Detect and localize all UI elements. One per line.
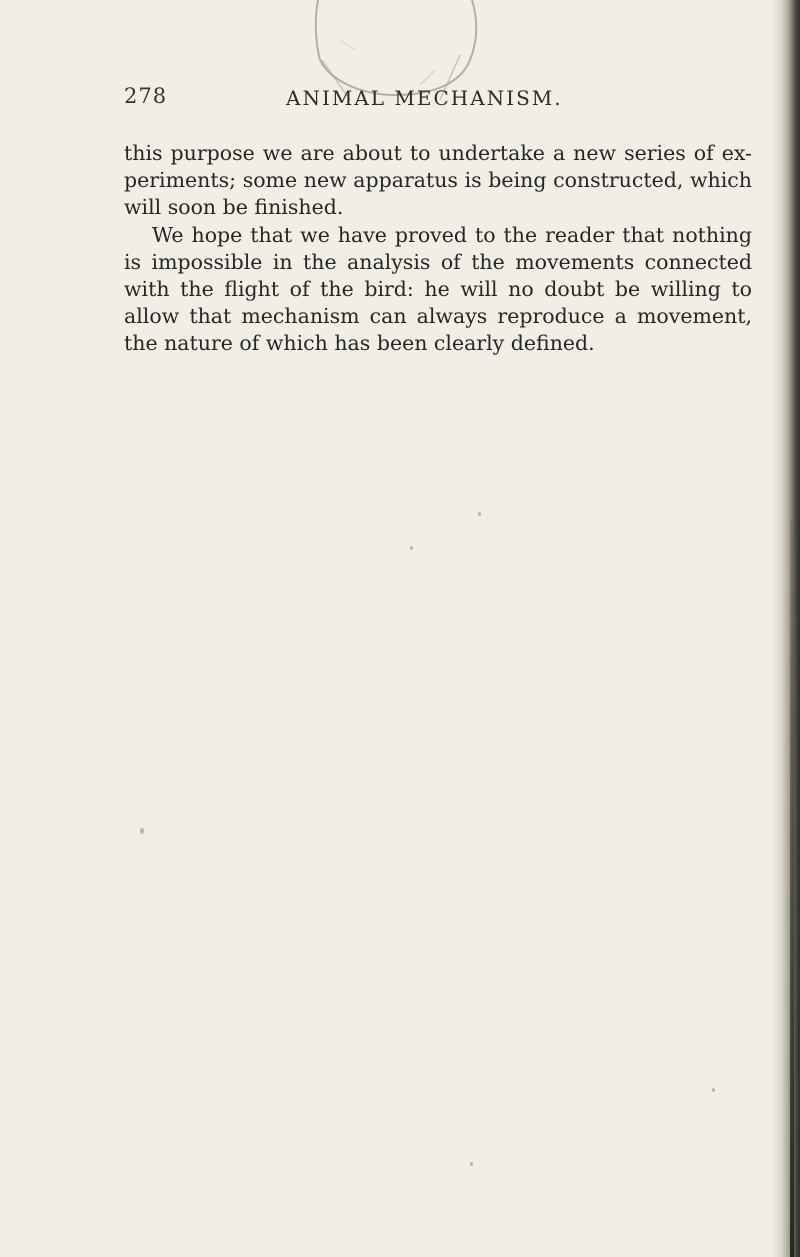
running-head: ANIMAL MECHANISM.	[286, 86, 563, 110]
page-edge-shadow	[772, 0, 800, 1257]
paragraph-1: this purpose we are about to undertake a new series of ex- periments; some new apparatus is being constructed, which will soon be finished.	[124, 141, 752, 220]
paper-speck	[712, 1088, 715, 1092]
paper-speck	[478, 512, 481, 516]
paper-speck	[410, 546, 413, 550]
page-edge-streak	[790, 520, 794, 1257]
page-header	[124, 84, 744, 114]
paragraph-2: We hope that we have proved to the reader that nothing is impossible in the analysis of the movements connected with the flight of the bird: he will no doubt be willing to allow that mechanism can always reproduce a movement, the nature of which has been clearly defined.	[124, 222, 752, 356]
page-number: 278	[124, 84, 168, 108]
body-text	[124, 140, 752, 358]
paper-speck	[140, 828, 144, 834]
paper-speck	[470, 1162, 473, 1166]
